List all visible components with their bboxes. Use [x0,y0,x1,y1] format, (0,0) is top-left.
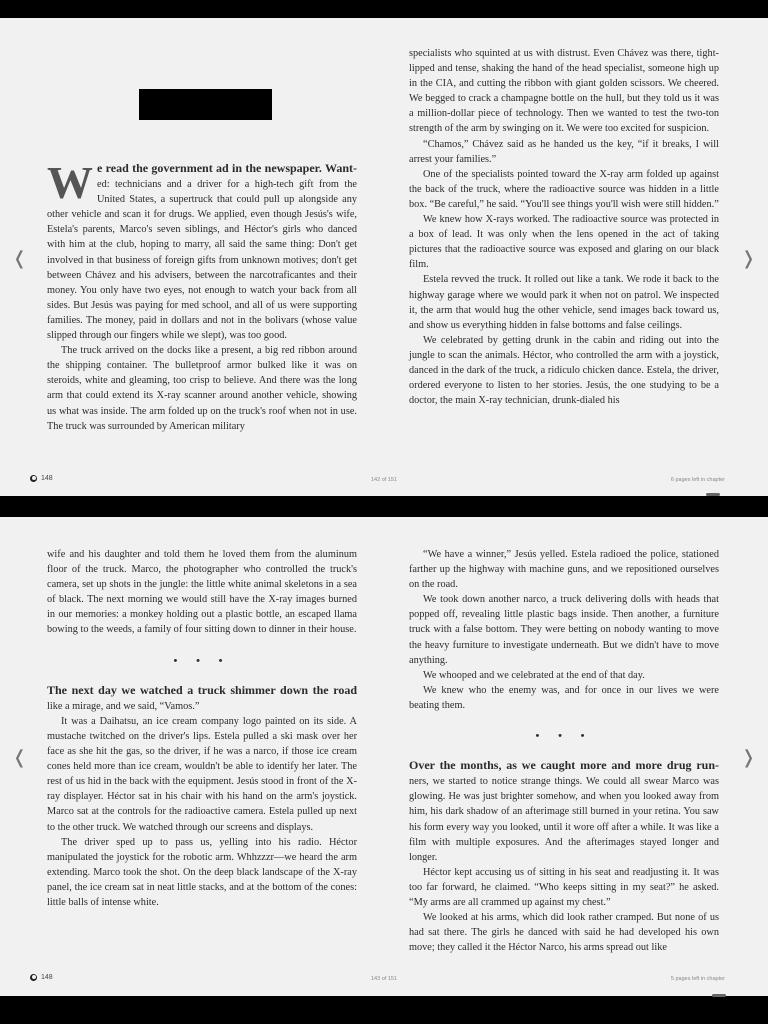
previous-page-arrow-icon[interactable]: ❬ [12,248,28,269]
chapter-lead-words: e read the government ad in the newspaper. Want- [97,161,357,175]
page-number: 148 [41,475,53,482]
paragraph-text: ed: technicians and a driver for a high-tech gift from the United States, a supertruck that could pull up alongside any other vehicle and scan it for drugs. We applied, even though Jesús's wife, Estela's parents, Marco's seven siblings, and Héctor's girls who danced with him at the club, hoping to marry, all said the same thing: Don't get involved in that business of foreign gifts from unknown motives; don't get between Chávez and his advisers, between the narcotraficantes and their money. You only have two eyes, not enough to watch your back from all sides. But Jesús was paying for med school, and all of us were supporting families. The money, paid in dollars and not in the bolivars (whose value slipped through our fingers while we slept), was too good. [47,179,357,342]
text-column-right [409,547,719,955]
redacted-block [139,89,272,120]
paragraph: Héctor kept accusing us of sitting in his seat and readjusting it. It was too far forward, he claimed. “Who keeps sitting in my seat?” he asked. “My arms are all crammed up against my chest.” [409,866,719,908]
reader-page-2 [0,517,768,996]
paragraph-text: ners, we started to notice strange things. We could all swear Marco was glowing. He was just brighter somehow, and when you looked away from him, his dark shadow of an afterimage still burned in your retina. You saw his form every way you looked, until it wore off after a while. It was like a film with multiple exposures. And the afterimages stayed longer and longer. [409,776,719,863]
paragraph: We knew how X-rays worked. The radioactive source was protected in a box of lead. It was only when the lens opened in the act of taking pictures that the radioactive source was exposed and glaring on our black film. [409,214,719,271]
paragraph: We took down another narco, a truck delivering dolls with heads that popped off, revealing little plastic bags inside. Then another, a furniture truck with a false bottom. They were betting on nobody wanting to move the heavy furniture to investigate underneath. But we didn't have to move anything. [409,594,719,666]
text-column-left [47,157,357,434]
previous-page-arrow-icon[interactable]: ❬ [12,747,28,768]
text-column-left [47,547,357,910]
paragraph: “Chamos,” Chávez said as he handed us the key, “if it breaks, I will arrest your families.” [409,138,719,165]
paragraph [47,683,357,714]
next-page-arrow-icon[interactable]: ❭ [740,747,756,768]
chapter-remaining: 6 pages left in chapter [670,477,725,483]
home-indicator[interactable] [706,493,720,496]
paragraph: One of the specialists pointed toward the X-ray arm folded up against the back of the truck, where the radioactive source was hidden in a little box. “Be careful,” he said. “You'll see things you'll wish were still hidden.” [409,168,719,210]
paragraph [47,157,357,343]
paragraph: It was a Daihatsu, an ice cream company logo painted on its side. A mustache twitched on the driver's lips. Estela pulled a ski mask over her face as she hit the gas, so the driver, if he was a narco, if those ice cream cones held more than ice cream, wouldn't be able to identify her later. The rest of us hid in the back with the equipment. Jesús stood in front of the X-ray displayer. Héctor sat in his chair with his hand on the arm's joystick. Marco sat at the controls for the radioactive camera. Estela pulled up next to the other truck. We watched through our screens and displays. [47,715,357,833]
page-progress: 143 of 151 [371,976,397,982]
page-number: 148 [41,974,53,981]
section-lead-words: Over the months, as we caught more and more drug run- [409,758,719,773]
paragraph: The driver sped up to pass us, yelling into his radio. Héctor manipulated the joystick for the robotic arm. Whhzzzr—we heard the arm extending. Marco took the shot. On the deep black landscape of the X-ray panel, the ice cream sat in neat little stacks, and at the bottom of the cones: little balls of intense white. [47,836,357,908]
paragraph: specialists who squinted at us with distrust. Even Chávez was there, tight-lipped and tense, shaking the hand of the head specialist, someone high up in the CIA, and cutting the ribbon with giant golden scissors. We cheered. We begged to crack a champagne bottle on the hull, but they told us it was a million-dollar piece of technology. Then we wanted to test the two-ton strength of the arm by swinging on it. We were too excited for suspicion. [409,48,719,135]
paragraph: “We have a winner,” Jesús yelled. Estela radioed the police, stationed farther up the highway with machine guns, and we repositioned ourselves on the road. [409,549,719,591]
paragraph: We knew who the enemy was, and for once in our lives we were beating them. [409,684,719,711]
next-page-arrow-icon[interactable]: ❭ [740,248,756,269]
dropcap-letter: W [47,157,93,208]
paragraph: wife and his daughter and told them he loved them from the aluminum floor of the truck. Marco, the photographer who controlled the truck's camera, set up shots in the jungle: the little white animal skeletons in a sea of black. The next morning we would still have the X-ray images burned in our memories: a monkey holding out a plastic bottle, an escaped llama bowing to the weeds, a family of four sitting down to dinner in their house. [47,549,357,636]
section-break: • • • [535,730,593,743]
paragraph: We celebrated by getting drunk in the cabin and riding out into the jungle to scan the animals. Héctor, who controlled the arm with a joystick, danced in the dark of the truck, a ridículo chicken dance. Estela, the driver, ordered everyone to listen to her stories. Jesús, the one studying to be a doctor, the main X-ray technician, drunk-dialed his [409,334,719,407]
paragraph: We whooped and we celebrated at the end of that day. [423,669,645,681]
section-lead-words: The next day we watched a truck shimmer down the road [47,682,357,697]
reader-page-1 [0,18,768,496]
paragraph [409,758,719,865]
paragraph: We looked at his arms, which did look rather cramped. But none of us had sat there. The girls he danced with said he had developed his own move; they called it the Héctor Narco, his arms spread out like [409,912,719,954]
paragraph-text: like a mirage, and we said, “Vamos.” [47,700,200,712]
text-column-right [409,46,719,408]
paragraph: Estela revved the truck. It rolled out like a tank. We rode it back to the highway garage where we would park it when not on patrol. We inspected it, the arm that would hug the other vehicle, send images back toward us, and show us everything hidden in false bottoms and false ceilings. [409,274,719,331]
home-indicator[interactable] [712,994,726,997]
section-break: • • • [173,654,231,667]
paragraph: The truck arrived on the docks like a present, a big red ribbon around the shipping container. The bulletproof armor bulked like it was on steroids, white and gleaming, too crisp to believe. And there was the long arm that could extend its X-ray scanner around another vehicle, showing us what was inside. The arm folded up on the truck's roof when not in use. The truck was surrounded by American military [47,345,357,432]
page-progress: 142 of 151 [371,477,397,483]
chapter-remaining: 5 pages left in chapter [670,976,725,982]
